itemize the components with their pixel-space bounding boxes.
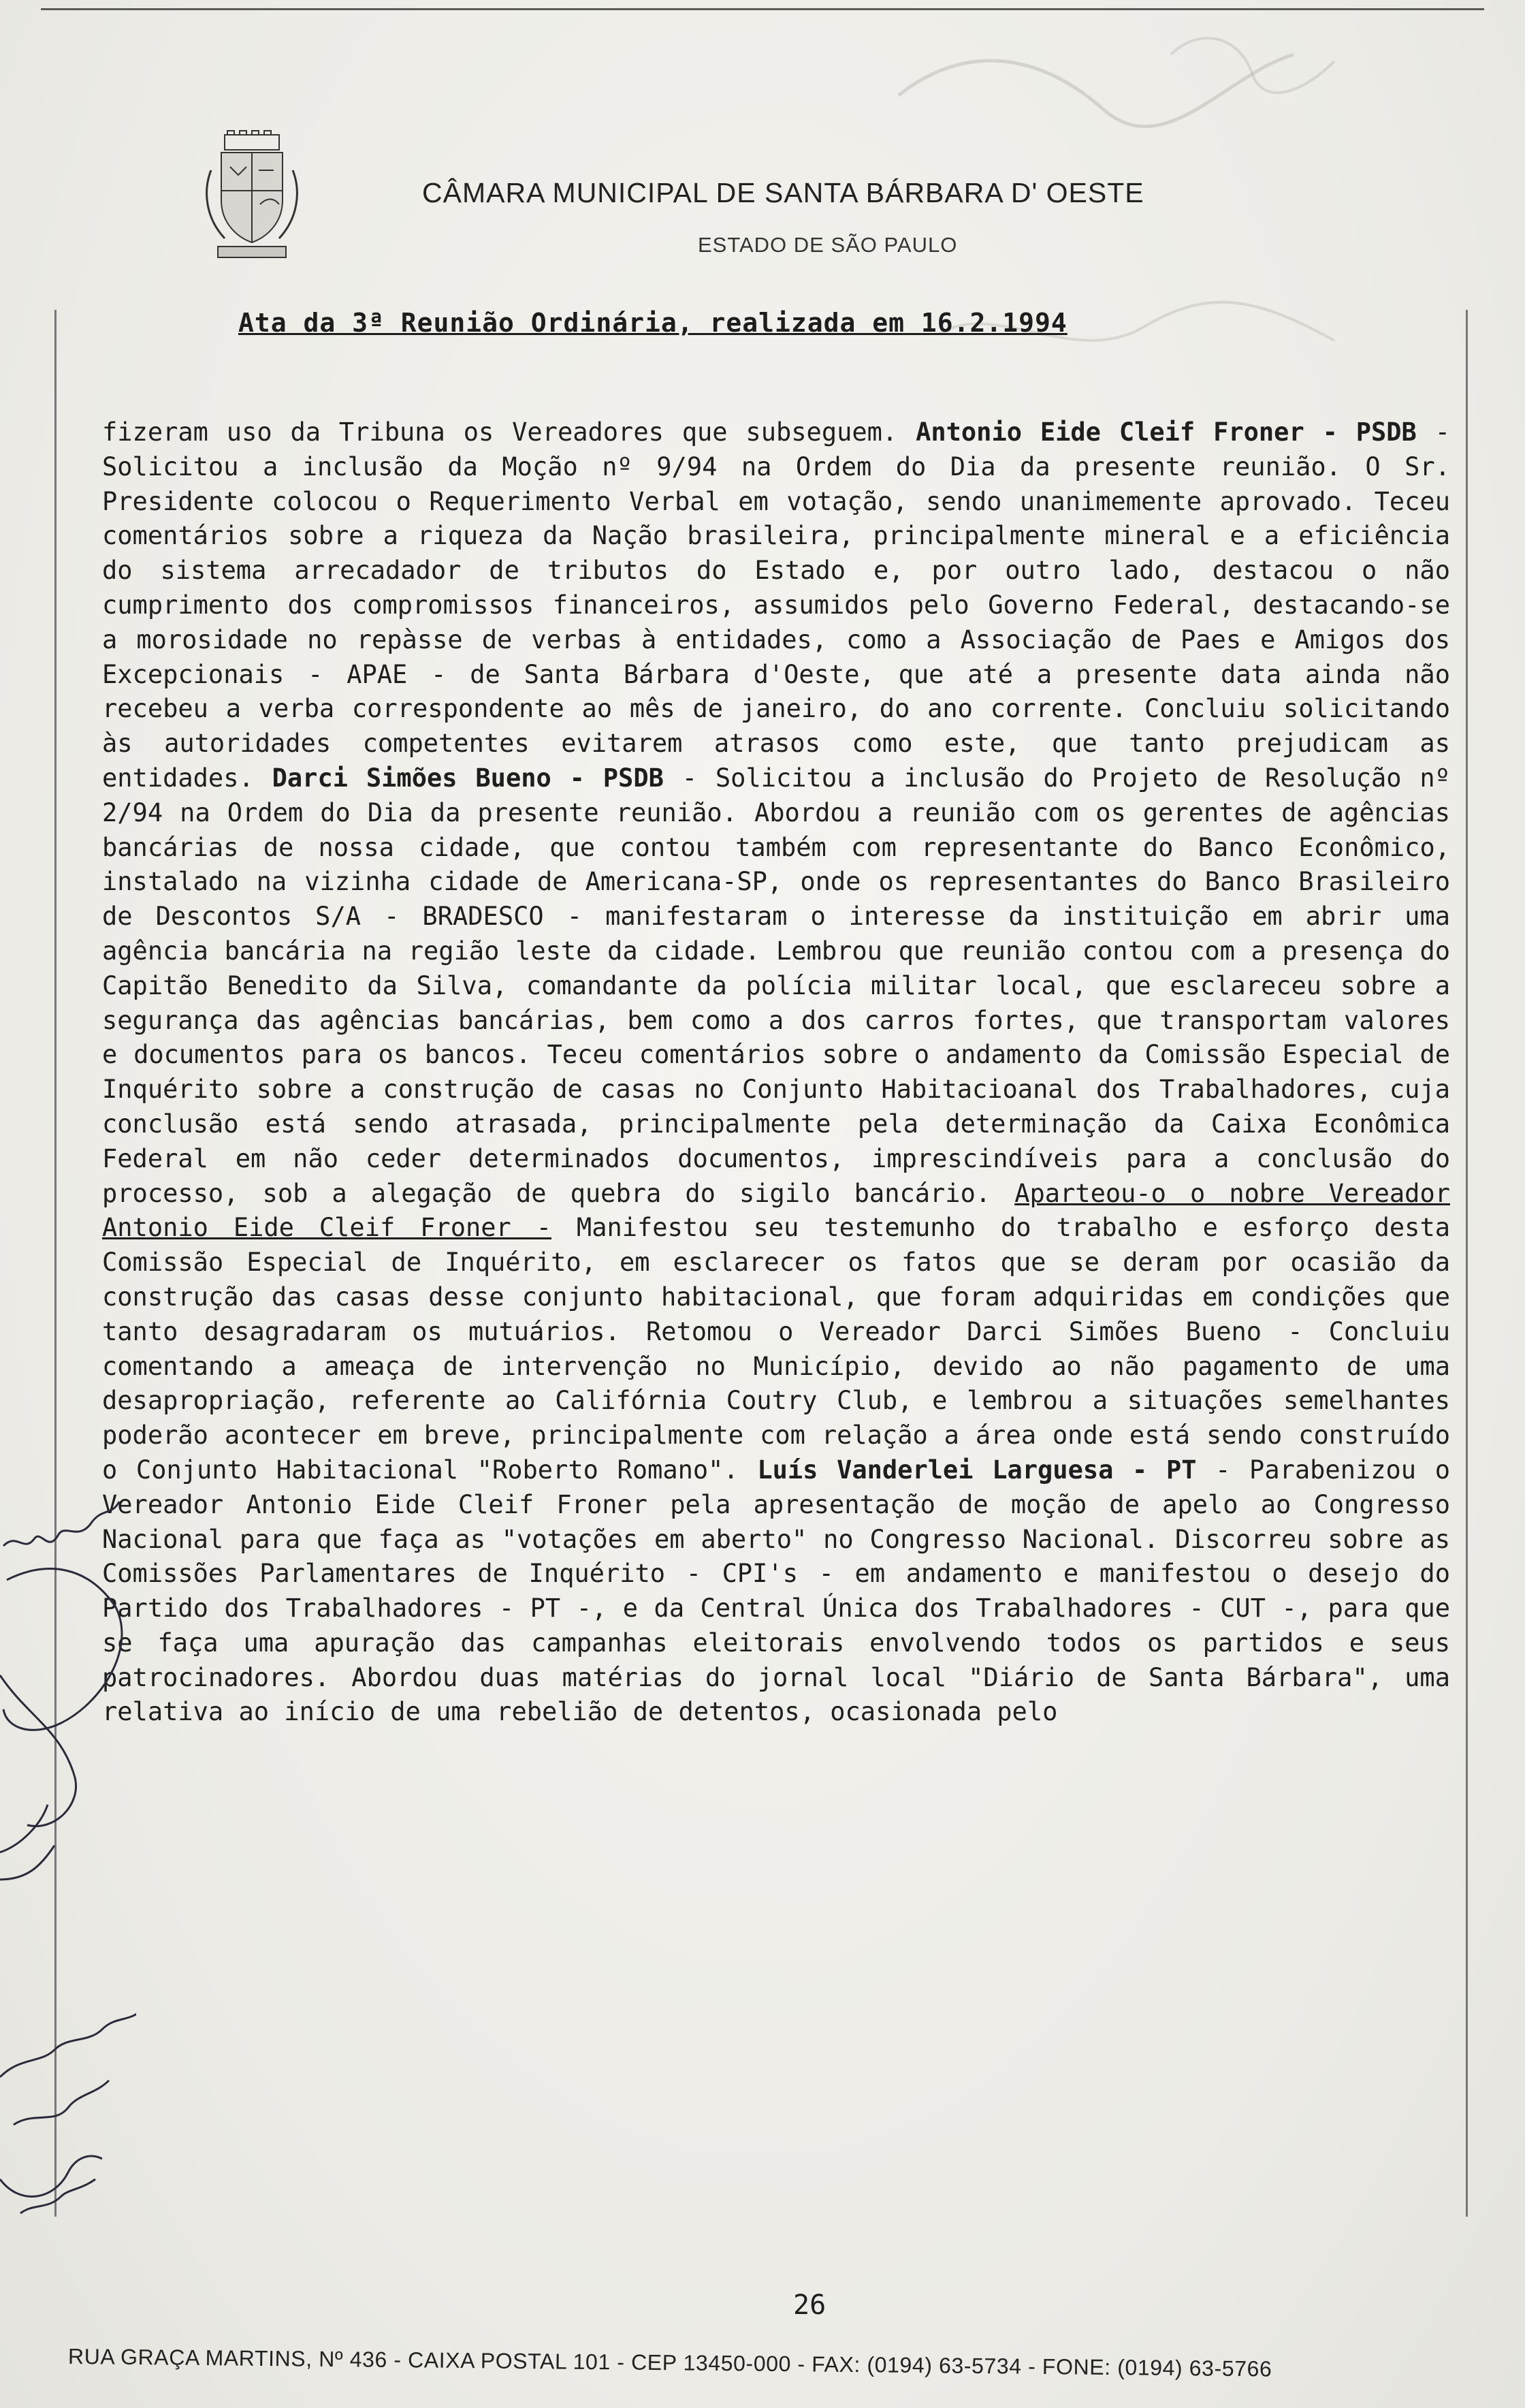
speaker-name: Luís Vanderlei Larguesa - PT [757, 1455, 1197, 1485]
municipal-coat-of-arms [197, 129, 306, 266]
aside-heading: Aparteou-o o nobre Vereador Antonio Eide Cleif Froner - [102, 1178, 1450, 1243]
margin-signatures [0, 1498, 136, 2315]
minutes-text: - Solicitou a inclusão da Moção nº 9/94 na Ordem do Dia da presente reunião. O Sr. Presidente colocou o Requerimento Verbal em votação, sendo unanimemente aprovado. Teceu comentários sobre a riqueza da Nação brasileira, principalmente mineral e a eficiência do sistema arrecadador de tributos do Estado e, por outro lado, destacou o não cumprimento dos compromissos financeiros, assumidos pelo Governo Federal, destacando-se a morosidade no repàsse de verbas à entidades, como a Associação de Paes e Amigos dos Excepcionais - APAE - de Santa Bárbara d'Oeste, que até a presente data ainda não recebeu a verba correspondente ao mês de janeiro, do ano corrente. Concluiu solicitando às autoridades competentes evitarem atrasos como este, que tanto prejudicam as entidades. [102, 417, 1450, 793]
institution-name: CÂMARA MUNICIPAL DE SANTA BÁRBARA D' OESTE [422, 177, 1144, 208]
minutes-text: - Parabenizou o Vereador Antonio Eide Cleif Froner pela apresentação de moção de apelo ao Congresso Nacional para que faça as "votações em aberto" no Congresso Nacional. Discorreu sobre as Comissões Parlamentares de Inquérito - CPI's - em andamento e manifestou o desejo do Partido dos Trabalhadores - PT -, e da Central Única dos Trabalhadores - CUT -, para que se faça uma apuração das campanhas eleitorais envolvendo todos os partidos e seus patrocinadores. Abordou duas matérias do jornal local "Diário de Santa Bárbara", uma relativa ao início de uma rebelião de detentos, ocasionada pelo [102, 1455, 1450, 1727]
minutes-body [102, 415, 1450, 1730]
page-number: 26 [793, 2290, 826, 2321]
minutes-text: fizeram uso da Tribuna os Vereadores que subseguem. [102, 417, 916, 447]
footer-address: RUA GRAÇA MARTINS, Nº 436 - CAIXA POSTAL 101 - CEP 13450-000 - FAX: (0194) 63-5734 - FONE: (0194) 63-5766 [67, 2344, 1272, 2381]
speaker-name: Darci Simões Bueno - PSDB [272, 763, 664, 793]
minutes-text: - Solicitou a inclusão do Projeto de Resolução nº 2/94 na Ordem do Dia da presente reunião. Abordou a reunião com os gerentes de agências bancárias de nossa cidade, que contou também com representante do Banco Econômico, instalado na vizinha cidade de Americana-SP, onde os representantes do Banco Brasileiro de Descontos S/A - BRADESCO - manifestaram o interesse da instituição em abrir uma agência bancária na região leste da cidade. Lembrou que reunião contou com a presença do Capitão Benedito da Silva, comandante da polícia militar local, que esclareceu sobre a segurança das agências bancárias, bem como a dos carros fortes, que transportam valores e documentos para os bancos. Teceu comentários sobre o andamento da Comissão Especial de Inquérito sobre a construção de casas no Conjunto Habitacioanal dos Trabalhadores, cuja conclusão está sendo atrasada, principalmente pela determinação da Caixa Econômica Federal em não ceder determinados documentos, imprescindíveis para a conclusão do processo, sob a alegação de quebra do sigilo bancário. [102, 763, 1450, 1208]
top-rule [41, 8, 1484, 10]
minutes-text: Manifestou seu testemunho do trabalho e esforço desta Comissão Especial de Inquérito, em esclarecer os fatos que se deram por ocasião da construção das casas desse conjunto habitacional, que foram adquiridas em condições que tanto desagradaram os mutuários. Retomou o Vereador Darci Simões Bueno - Concluiu comentando a ameaça de intervenção no Município, devido ao não pagamento de uma desapropriação, referente ao Califórnia Coutry Club, e lembrou a situações semelhantes poderão acontecer em breve, principalmente com relação a área onde está sendo construído o Conjunto Habitacional "Roberto Romano". [102, 1213, 1450, 1485]
speaker-name: Antonio Eide Cleif Froner - PSDB [916, 417, 1417, 447]
document-title: Ata da 3ª Reunião Ordinária, realizada em 16.2.1994 [238, 308, 1068, 338]
state-name: ESTADO DE SÃO PAULO [698, 233, 958, 257]
